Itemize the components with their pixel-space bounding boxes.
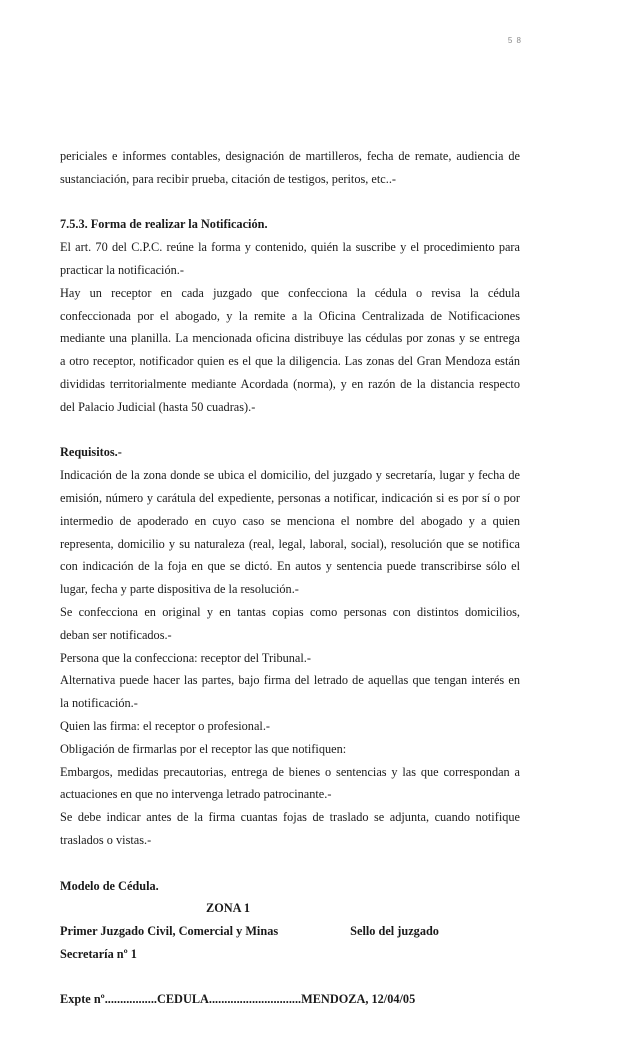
text-line: Alternativa puede hacer las partes, bajo firma del letrado de aquellas que tengan interés en bbox=[60, 673, 520, 688]
text-line: confeccionada por el abogado, y la remite a la Oficina Centralizada de Notificaciones bbox=[60, 308, 520, 323]
paragraph-gap bbox=[60, 852, 520, 875]
text-line: deban ser notificados.- bbox=[60, 627, 172, 642]
secretaria-label: Secretaría nº 1 bbox=[60, 946, 137, 961]
text-line: Hay un receptor en cada juzgado que confecciona la cédula o revisa la cédula bbox=[60, 285, 520, 300]
section-heading-modelo-cedula: Modelo de Cédula. bbox=[60, 878, 159, 893]
text-line: periciales e informes contables, designación de martilleros, fecha de remate, audiencia de bbox=[60, 149, 520, 163]
text-line: mediante una planilla. La mencionada oficina distribuye las cédulas por zonas y se entrega bbox=[60, 331, 520, 346]
section-heading-forma-notificacion: 7.5.3. Forma de realizar la Notificación. bbox=[60, 217, 268, 232]
text-line: a otro receptor, notificador quien es el que la diligencia. Las zonas del Gran Mendoza están bbox=[60, 354, 520, 369]
expediente-line: Expte nº.................CEDULA..............................MENDOZA, 12/04/05 bbox=[60, 992, 416, 1007]
text-line: Se debe indicar antes de la firma cuantas fojas de traslado se adjunta, cuando notifique bbox=[60, 810, 520, 825]
text-line: El art. 70 del C.P.C. reúne la forma y contenido, quién la suscribe y el procedimiento para bbox=[60, 240, 520, 255]
document-body bbox=[60, 145, 520, 1011]
paragraph-gap bbox=[60, 966, 520, 989]
text-line: del Palacio Judicial (hasta 50 cuadras).- bbox=[60, 399, 256, 414]
text-line: actuaciones en que no intervenga letrado patrocinante.- bbox=[60, 787, 332, 802]
text-line: con indicación de la foja en que se dictó. En autos y sentencia puede transcribirse sólo el bbox=[60, 559, 520, 574]
section-heading-requisitos: Requisitos.- bbox=[60, 445, 122, 460]
text-line: traslados o vistas.- bbox=[60, 832, 152, 847]
text-line: lugar, fecha y parte dispositiva de la resolución.- bbox=[60, 582, 299, 597]
paragraph-gap bbox=[60, 419, 520, 442]
court-row bbox=[60, 920, 520, 943]
text-line: la notificación.- bbox=[60, 696, 138, 711]
text-line: Persona que la confecciona: receptor del Tribunal.- bbox=[60, 650, 311, 665]
text-line: divididas territorialmente mediante Acordada (norma), y en razón de la distancia respecto bbox=[60, 376, 520, 391]
court-name: Primer Juzgado Civil, Comercial y Minas bbox=[60, 924, 279, 939]
text-line: practicar la notificación.- bbox=[60, 262, 184, 277]
paragraph-gap bbox=[60, 191, 520, 214]
text-line: Indicación de la zona donde se ubica el domicilio, del juzgado y secretaría, lugar y fecha de bbox=[60, 468, 520, 483]
text-line: Obligación de firmarlas por el receptor las que notifiquen: bbox=[60, 741, 347, 756]
text-line: emisión, número y carátula del expediente, personas a notificar, indicación si es por sí o por bbox=[60, 490, 520, 505]
text-line: intermedio de apoderado en cuyo caso se menciona el nombre del abogado y a quien bbox=[60, 513, 520, 528]
text-line: representa, domicilio y su naturaleza (real, legal, laboral, social), resolución que se notifica bbox=[60, 536, 520, 551]
court-seal-label: Sello del juzgado bbox=[350, 924, 439, 939]
text-line: Se confecciona en original y en tantas copias como personas con distintos domicilios, bbox=[60, 604, 520, 619]
text-line: sustanciación, para recibir prueba, citación de testigos, peritos, etc..- bbox=[60, 171, 396, 186]
zone-label: ZONA 1 bbox=[206, 901, 251, 916]
text-line: Quien las firma: el receptor o profesional.- bbox=[60, 718, 270, 733]
page-number: 5 8 bbox=[507, 36, 522, 45]
text-line: Embargos, medidas precautorias, entrega de bienes o sentencias y las que correspondan a bbox=[60, 764, 520, 779]
